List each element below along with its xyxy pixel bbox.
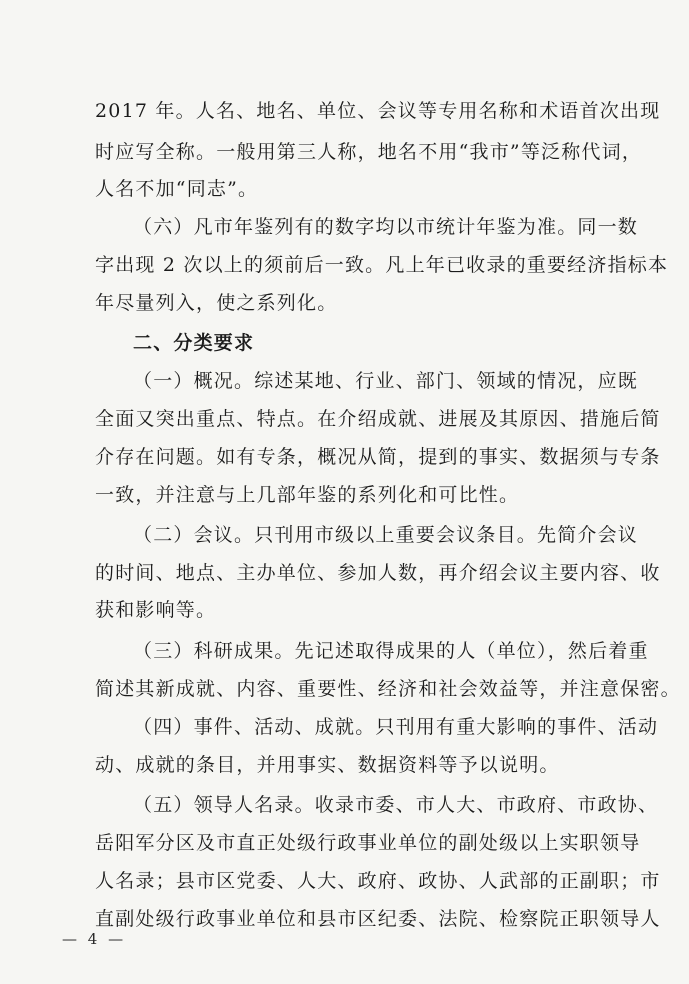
text-line-16: 简述其新成就、内容、重要性、经济和社会效益等，并注意保密。: [95, 678, 681, 700]
text-line-21: 人名录；县市区党委、人大、政府、政协、人武部的正副职；市: [95, 870, 661, 892]
text-line-18: 动、成就的条目，并用事实、数据资料等予以说明。: [95, 754, 560, 776]
section-heading: 二、分类要求: [133, 332, 255, 354]
text-line-12: （二）会议。只刊用市级以上重要会议条目。先简介会议: [133, 524, 639, 546]
text-line-5: 字出现 2 次以上的须前后一致。凡上年已收录的重要经济指标本: [95, 254, 669, 276]
text-line-4: （六）凡市年鉴列有的数字均以市统计年鉴为准。同一数: [133, 216, 639, 238]
text-line-6: 年尽量列入，使之系列化。: [95, 292, 338, 314]
text-line-11: 一致，并注意与上几部年鉴的系列化和可比性。: [95, 484, 520, 506]
text-line-17: （四）事件、活动、成就。只刊用有重大影响的事件、活动: [133, 716, 659, 738]
text-line-2: 时应写全称。一般用第三人称，地名不用“我市”等泛称代词，: [95, 141, 643, 163]
text-line-10: 介存在问题。如有专条，概况从简，提到的事实、数据须与专条: [95, 446, 661, 468]
text-line-22: 直副处级行政事业单位和县市区纪委、法院、检察院正职领导人: [95, 908, 661, 930]
text-line-8: （一）概况。综述某地、行业、部门、领域的情况，应既: [133, 370, 639, 392]
text-line-1: 2017 年。人名、地名、单位、会议等专用名称和术语首次出现: [95, 100, 661, 122]
text-line-9: 全面又突出重点、特点。在介绍成就、进展及其原因、措施后简: [95, 408, 661, 430]
text-line-3: 人名不加“同志”。: [95, 178, 259, 200]
text-line-13: 的时间、地点、主办单位、参加人数，再介绍会议主要内容、收: [95, 562, 661, 584]
text-line-15: （三）科研成果。先记述取得成果的人（单位），然后着重: [133, 640, 649, 662]
text-line-19: （五）领导人名录。收录市委、市人大、市政府、市政协、: [133, 794, 659, 816]
text-line-20: 岳阳军分区及市直正处级行政事业单位的副处级以上实职领导: [95, 832, 641, 854]
text-line-14: 获和影响等。: [95, 599, 217, 621]
page-number: — 4 —: [62, 930, 127, 948]
